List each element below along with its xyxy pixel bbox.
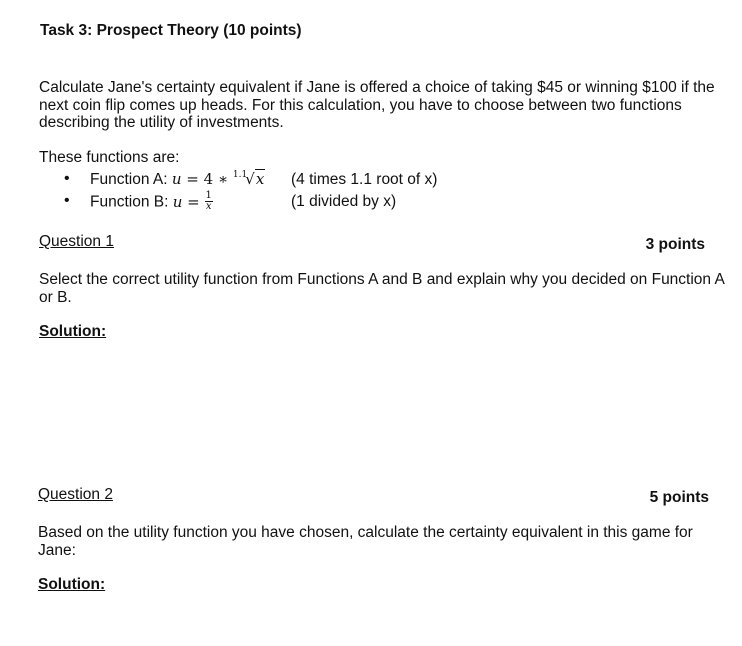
function-b-description: (1 divided by x) [291,193,397,210]
function-b [90,192,213,213]
question-2-points: 5 points [649,489,709,506]
function-b-denominator: x [205,201,212,212]
root-sign-icon: √ [245,170,255,188]
function-a-radicand: x [255,170,265,188]
question-2-text: Based on the utility function you have chosen, calculate the certainty equivalent in this game for Jane: [38,524,693,559]
function-b-eq: = [182,192,205,211]
function-b-numerator: 1 [205,190,212,201]
function-b-fraction [205,191,213,212]
function-a-lhs: u [171,170,182,188]
function-b-lhs: u [172,192,183,211]
function-a-root-index: 1.1 [232,170,248,180]
question-2-solution-label: Solution: [38,576,106,593]
function-a [90,170,265,189]
bullet-icon: • [64,192,70,209]
function-a-description: (4 times 1.1 root of x) [291,171,438,188]
function-a-formula [172,170,265,188]
question-1-points: 3 points [645,236,705,253]
function-a-eq: = 4 ∗ [181,170,233,188]
question-1-text: Select the correct utility function from Functions A and B and explain why you decided on Function A or B. [39,271,724,306]
question-1-heading: Question 1 [39,233,114,250]
functions-intro: These functions are: [39,149,180,166]
task-intro: Calculate Jane's certainty equivalent if Jane is offered a choice of taking $45 or winning $100 if the next coin flip comes up heads. For this calculation, you have to choose between two functions describing the utility of investments. [39,79,715,131]
function-b-formula [172,190,213,212]
question-1-solution-label: Solution: [39,323,107,340]
task-title: Task 3: Prospect Theory (10 points) [40,22,302,39]
function-b-label: Function B: [90,193,173,211]
bullet-icon: • [64,170,70,187]
function-a-label: Function A: [90,171,172,188]
question-2-heading: Question 2 [38,486,113,503]
